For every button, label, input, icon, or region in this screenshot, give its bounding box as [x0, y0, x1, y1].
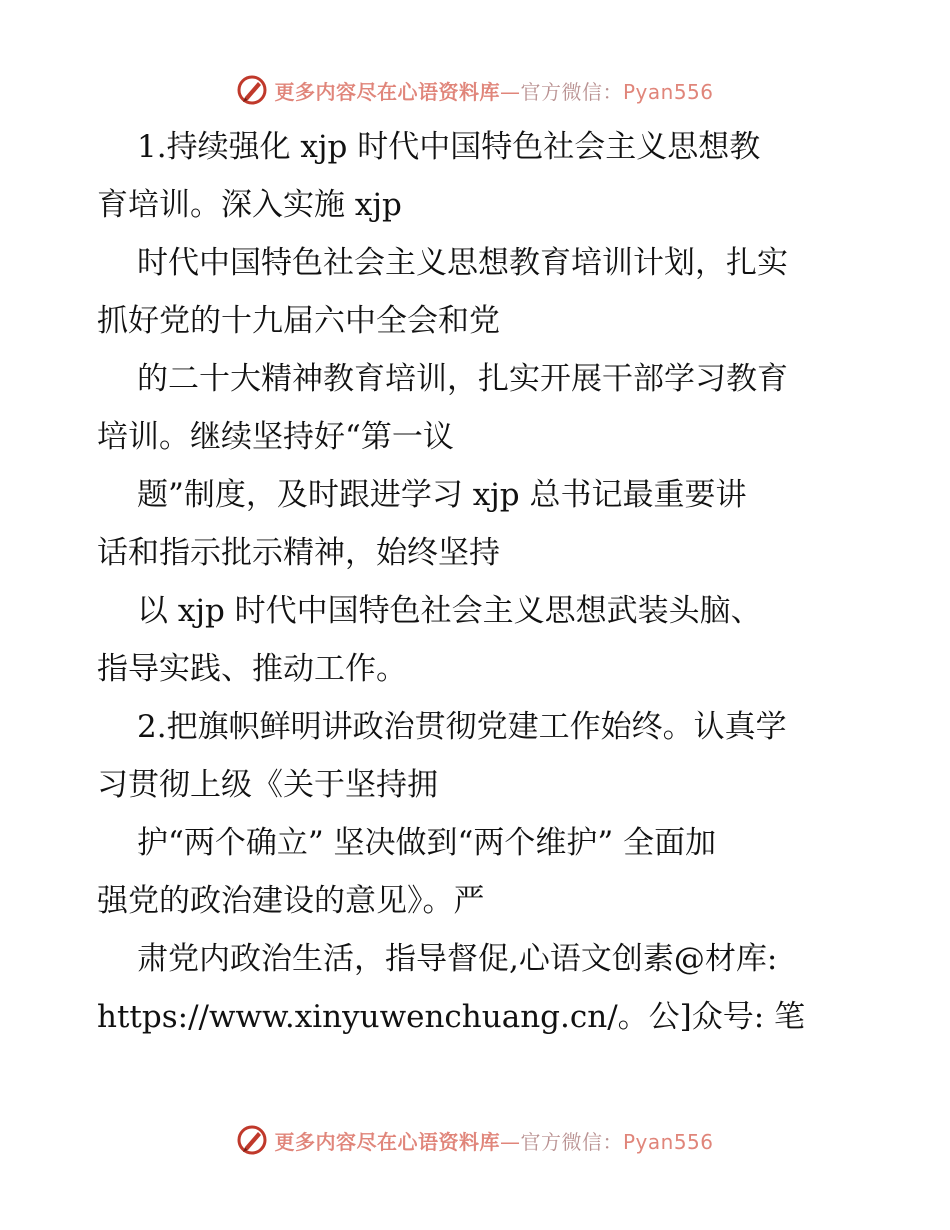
- body-line: 习贯彻上级《关于坚持拥: [97, 767, 438, 803]
- watermark-cn: 更多内容尽在心语资料库: [274, 1129, 500, 1154]
- body-line: 培训。继续坚持好“第一议: [97, 419, 454, 455]
- body-line: 题”制度，及时跟进学习 xjp 总书记最重要讲: [137, 477, 747, 513]
- body-line: 指导实践、推动工作。: [97, 651, 407, 687]
- watermark-text: [274, 76, 713, 105]
- document-body: [97, 118, 857, 1046]
- header-watermark: [0, 70, 950, 110]
- body-line: 护“两个确立” 坚决做到“两个维护” 全面加: [137, 825, 717, 861]
- watermark-wechat-id: Pyan556: [622, 79, 714, 104]
- watermark-wechat-label: 官方微信：: [520, 79, 623, 104]
- body-line: 强党的政治建设的意见》。严: [97, 883, 485, 919]
- watermark-dash: —: [499, 79, 521, 104]
- body-line: 2.把旗帜鲜明讲政治贯彻党建工作始终。认真学: [137, 709, 787, 745]
- pen-logo-icon: [236, 74, 268, 106]
- body-line: https://www.xinyuwenchuang.cn/。公]众号: 笔: [97, 999, 806, 1035]
- body-line: 话和指示批示精神，始终坚持: [97, 535, 500, 571]
- body-line: 1.持续强化 xjp 时代中国特色社会主义思想教: [137, 129, 761, 165]
- body-line: 以 xjp 时代中国特色社会主义思想武装头脑、: [137, 593, 762, 629]
- watermark-wechat-id: Pyan556: [622, 1129, 714, 1154]
- watermark-cn: 更多内容尽在心语资料库: [274, 79, 500, 104]
- watermark-text: [274, 1126, 713, 1155]
- watermark-wechat-label: 官方微信：: [520, 1129, 623, 1154]
- body-line: 肃党内政治生活，指导督促,心语文创素@材库:: [137, 941, 778, 977]
- body-line: 的二十大精神教育培训，扎实开展干部学习教育: [137, 361, 788, 397]
- footer-watermark: [0, 1120, 950, 1160]
- body-line: 抓好党的十九届六中全会和党: [97, 303, 500, 339]
- body-line: 时代中国特色社会主义思想教育培训计划，扎实: [137, 245, 788, 281]
- watermark-dash: —: [499, 1129, 521, 1154]
- pen-logo-icon: [236, 1124, 268, 1156]
- body-line: 育培训。深入实施 xjp: [97, 187, 402, 223]
